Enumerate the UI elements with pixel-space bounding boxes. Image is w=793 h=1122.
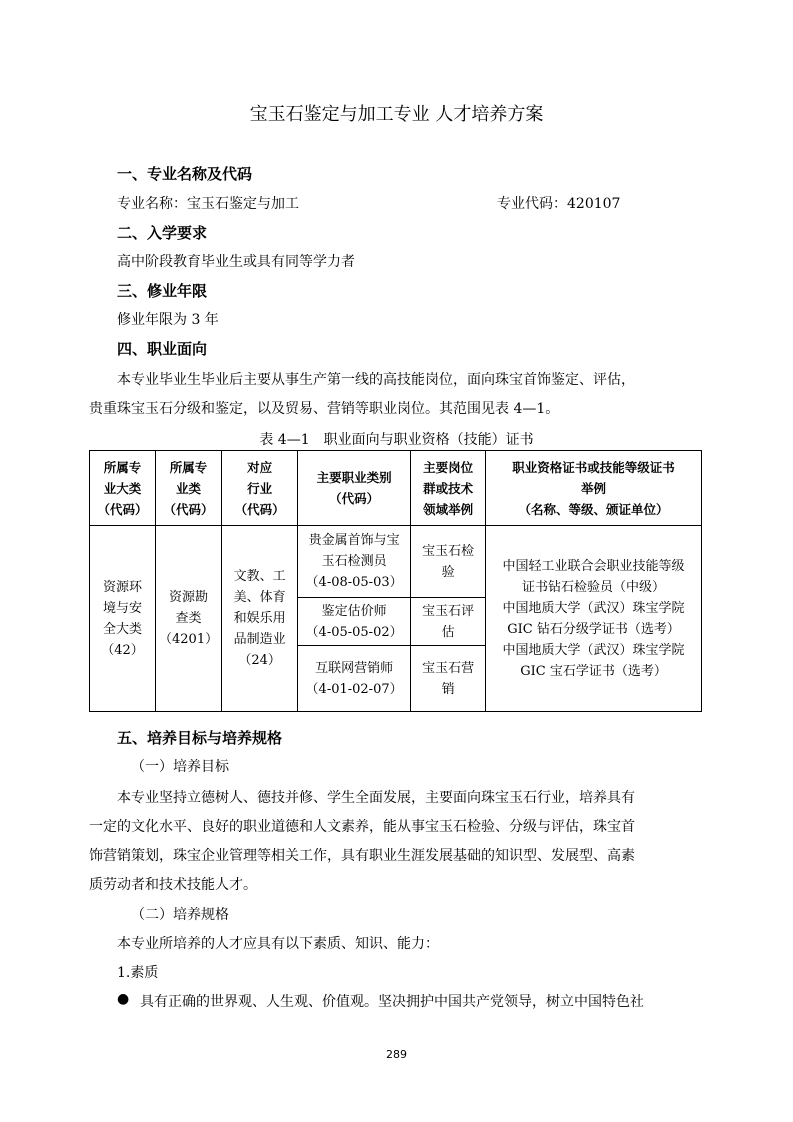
header-major-category: 所属专 业大类 （代码） [90, 451, 156, 526]
bullet-text: 具有正确的世界观、人生观、价值观。坚决拥护中国共产党领导，树立中国特色社 [140, 994, 644, 1010]
header-post-group: 主要岗位 群或技术 领域举例 [411, 451, 486, 526]
cell-job-3: 互联网营销师 （4-01-02-07） [298, 646, 411, 712]
table-header-row [90, 451, 702, 526]
page-number: 289 [386, 1048, 407, 1061]
spec-intro: 本专业所培养的人才应具有以下素质、知识、能力： [117, 936, 439, 952]
header-job-category: 主要职业类别 （代码） [298, 451, 411, 526]
career-paragraph-line-2: 贵重珠宝玉石分级和鉴定，以及贸易、营销等职业岗位。其范围见表 4—1。 [89, 401, 560, 417]
quality-item: 1.素质 [117, 965, 159, 981]
goal-line-1: 本专业坚持立德树人、德技并修、学生全面发展，主要面向珠宝玉石行业，培养具有 [117, 790, 635, 806]
subheading-spec: （二）培养规格 [131, 907, 229, 923]
major-name: 专业名称：宝玉石鉴定与加工 [117, 196, 299, 212]
section-heading-1: 一、专业名称及代码 [117, 165, 253, 183]
cell-post-1: 宝玉石检 验 [411, 526, 486, 598]
table-row [90, 526, 702, 598]
section-heading-5: 五、培养目标与培养规格 [117, 729, 283, 747]
bullet-icon: ● [117, 991, 130, 1007]
cell-job-2: 鉴定估价师 （4-05-05-02） [298, 598, 411, 646]
cell-post-3: 宝玉石营 销 [411, 646, 486, 712]
admission-text: 高中阶段教育毕业生或具有同等学力者 [117, 254, 355, 270]
goal-line-3: 饰营销策划，珠宝企业管理等相关工作，具有职业生涯发展基础的知识型、发展型、高素 [89, 848, 635, 864]
table-caption: 表 4—1 职业面向与职业资格（技能）证书 [259, 432, 534, 448]
cell-job-1: 贵金属首饰与宝 玉石检测员 （4-08-05-03） [298, 526, 411, 598]
goal-line-4: 质劳动者和技术技能人才。 [89, 877, 257, 893]
cell-major-category: 资源环 境与安 全大类 （42） [90, 526, 156, 712]
subheading-goal: （一）培养目标 [131, 759, 229, 775]
cell-industry: 文教、工 美、体育 和娱乐用 品制造业 （24） [222, 526, 298, 712]
header-industry: 对应 行业 （代码） [222, 451, 298, 526]
header-certificates: 职业资格证书或技能等级证书 举例 （名称、等级、颁证单位） [486, 451, 702, 526]
major-code: 专业代码：420107 [497, 196, 621, 212]
duration-text: 修业年限为 3 年 [117, 312, 219, 328]
section-heading-3: 三、修业年限 [117, 282, 208, 300]
header-major-class: 所属专 业类 （代码） [156, 451, 222, 526]
page-title: 宝玉石鉴定与加工专业 人才培养方案 [249, 104, 544, 125]
career-table [89, 450, 702, 712]
section-heading-2: 二、入学要求 [117, 224, 208, 242]
section-heading-4: 四、职业面向 [117, 340, 208, 358]
cell-major-class: 资源勘 查类 （4201） [156, 526, 222, 712]
goal-line-2: 一定的文化水平、良好的职业道德和人文素养，能从事宝玉石检验、分级与评估，珠宝首 [89, 819, 635, 835]
cell-post-2: 宝玉石评 估 [411, 598, 486, 646]
cell-certificates: 中国轻工业联合会职业技能等级 证书钻石检验员（中级） 中国地质大学（武汉）珠宝学院 GIC 钻石分级学证书（选考） 中国地质大学（武汉）珠宝学院 GIC 宝石学证书（选考） [486, 526, 702, 712]
career-paragraph-line-1: 本专业毕业生毕业后主要从事生产第一线的高技能岗位，面向珠宝首饰鉴定、评估， [117, 372, 635, 388]
